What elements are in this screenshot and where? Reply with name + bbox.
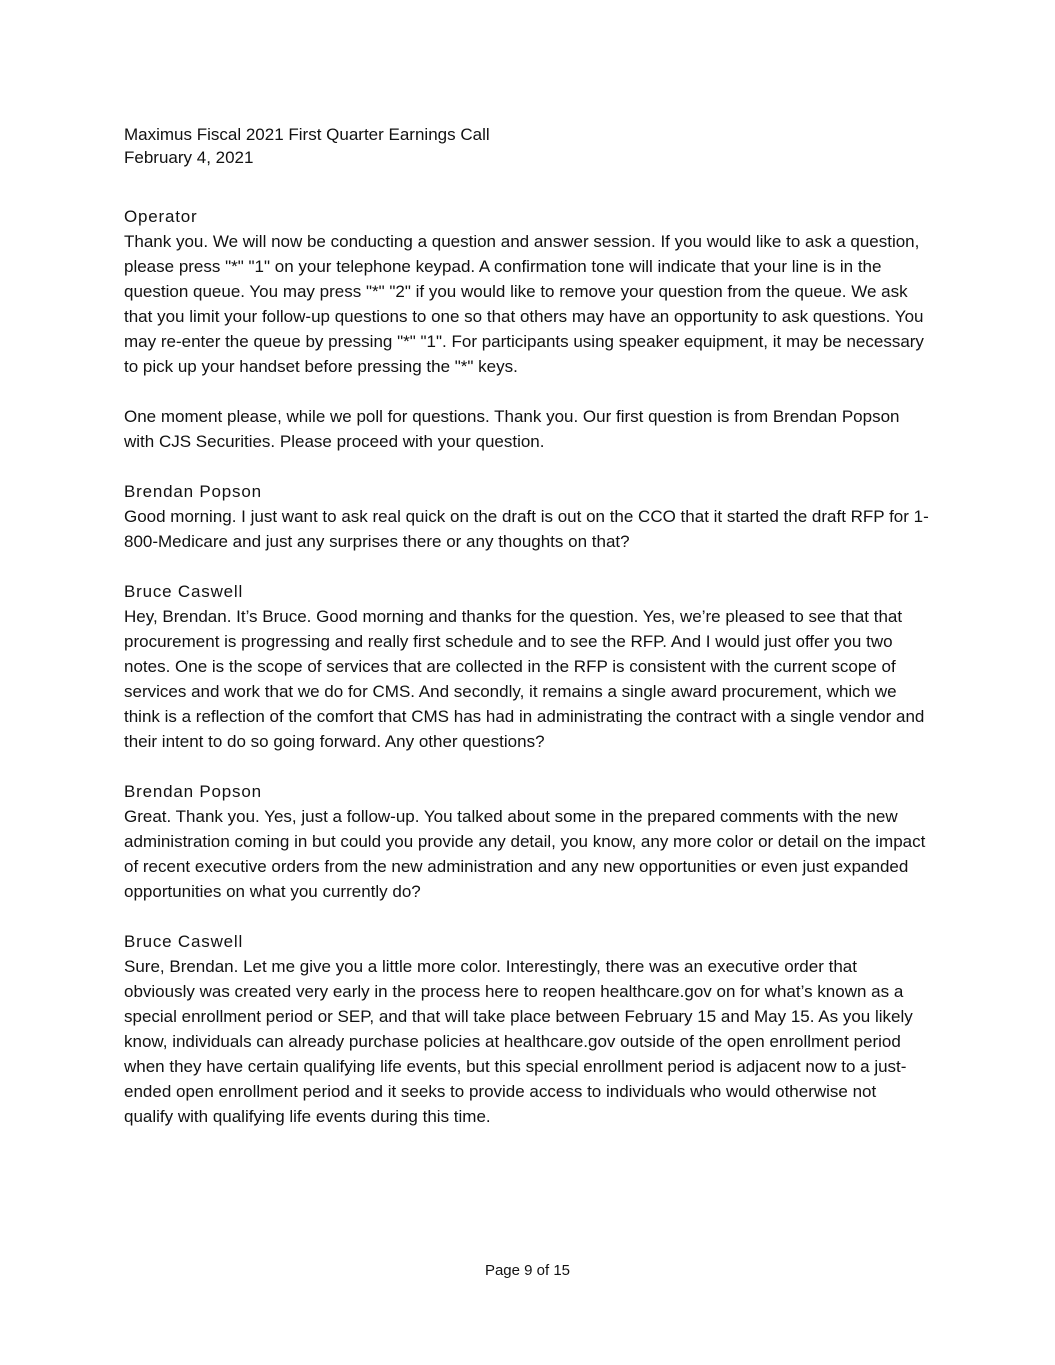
transcript-section-brendan-popson-1 [124,479,930,554]
transcript-section-bruce-caswell-2 [124,929,930,1129]
paragraph: Hey, Brendan. It’s Bruce. Good morning and thanks for the question. Yes, we’re pleased to see that that procurement is progressing and really first schedule and to see the RFP. And I would just offer you two notes. One is the scope of services that are collected in the RFP is consistent with the current scope of services and work that we do for CMS. And secondly, it remains a single award procurement, which we think is a reflection of the comfort that CMS has had in administrating the contract with a single vendor and their intent to do so going forward. Any other questions? [124,607,925,751]
transcript-section-brendan-popson-2 [124,779,930,904]
speaker-name: Brendan Popson [124,782,262,801]
document-date: February 4, 2021 [124,148,254,167]
speaker-name: Operator [124,207,198,226]
transcript-section-bruce-caswell-1 [124,579,930,754]
speaker-name: Bruce Caswell [124,582,244,601]
speaker-name: Bruce Caswell [124,932,244,951]
paragraph: Great. Thank you. Yes, just a follow-up. You talked about some in the prepared comments with the new administration coming in but could you provide any detail, you know, any more color or detail on the impact of recent executive orders from the new administration and any new opportunities or even just expanded opportunities on what you currently do? [124,807,926,901]
paragraph: One moment please, while we poll for questions. Thank you. Our first question is from Brendan Popson with CJS Securities. Please proceed with your question. [124,407,900,451]
transcript-section-operator [124,204,930,454]
title-block [124,123,930,169]
paragraph: Good morning. I just want to ask real quick on the draft is out on the CCO that it started the draft RFP for 1-800-Medicare and just any surprises there or any thoughts on that? [124,507,929,551]
page-number: Page 9 of 15 [484,1262,571,1279]
document-title: Maximus Fiscal 2021 First Quarter Earnings Call [124,125,490,144]
paragraph: Sure, Brendan. Let me give you a little more color. Interestingly, there was an executive order that obviously was created very early in the process here to reopen healthcare.gov on for what’s known as a special enrollment period or SEP, and that will take place between February 15 and May 15. As you likely know, individuals can already purchase policies at healthcare.gov outside of the open enrollment period when they have certain qualifying life events, but this special enrollment period is adjacent now to a just-ended open enrollment period and it seeks to provide access to individuals who would otherwise not qualify with qualifying life events during this time. [124,957,913,1126]
speaker-name: Brendan Popson [124,482,262,501]
paragraph: Thank you. We will now be conducting a question and answer session. If you would like to ask a question, please press "*" "1" on your telephone keypad. A confirmation tone will indicate that your line is in the question queue. You may press "*" "2" if you would like to remove your question from the queue. We ask that you limit your follow-up questions to one so that others may have an opportunity to ask questions. You may re-enter the queue by pressing "*" "1". For participants using speaker equipment, it may be necessary to pick up your handset before pressing the "*" keys. [124,232,924,376]
